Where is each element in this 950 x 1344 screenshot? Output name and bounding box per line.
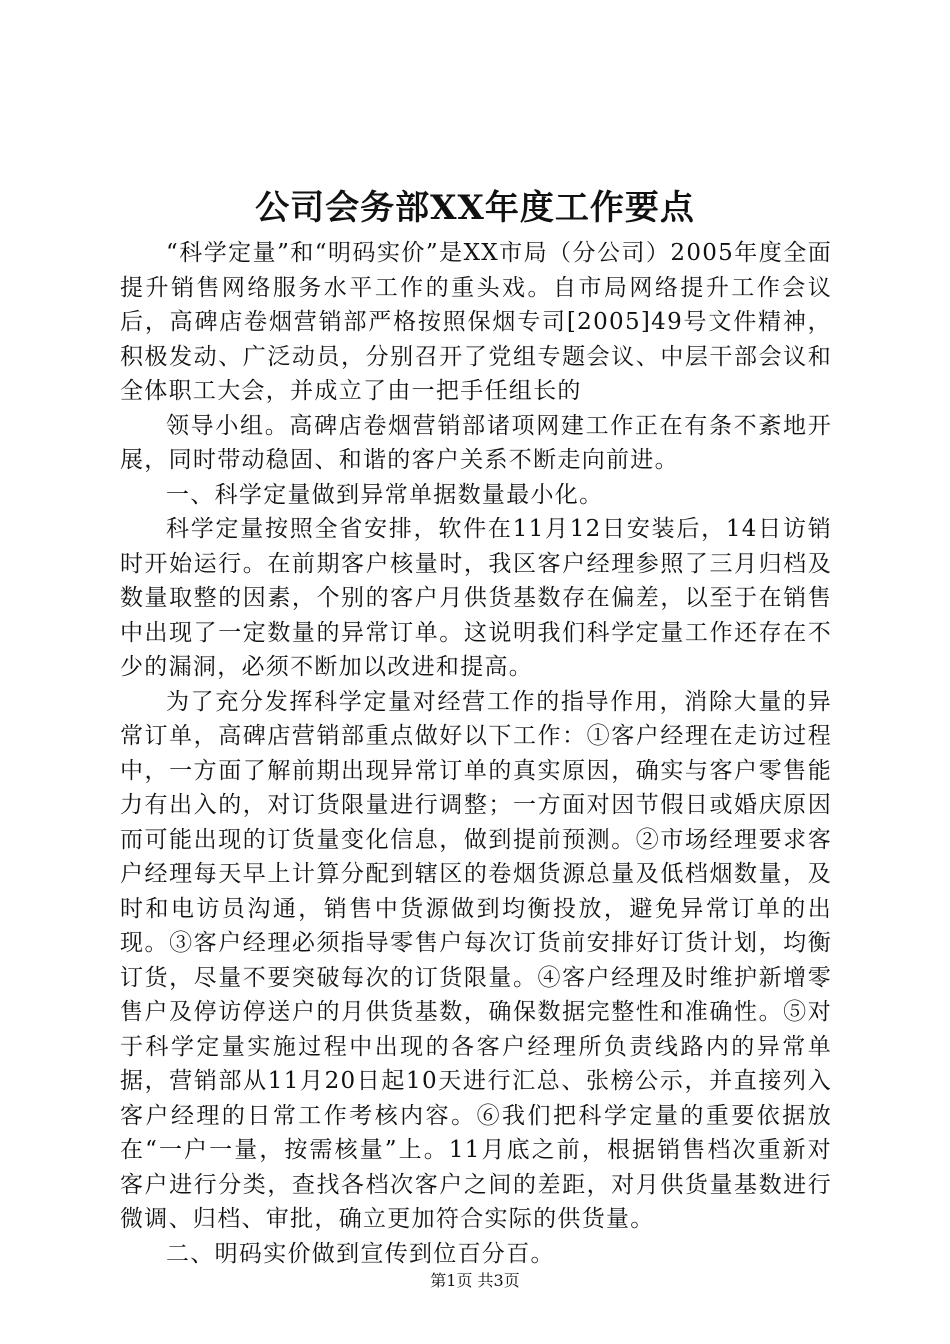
paragraph-intro: “科学定量”和“明码实价”是XX市局（分公司）2005年度全面提升销售网络服务水平工作的重头戏。自市局网络提升工作会议后，高碑店卷烟营销部严格按照保烟专司[2005]49号文件精神，积极发动、广泛动员，分别召开了党组专题会议、中层干部会议和全体职工大会，并成立了由一把手任组长的	[120, 240, 832, 404]
section-heading-2: 二、明码实价做到宣传到位百分百。	[166, 1240, 555, 1267]
page-footer: 第1页 共3页	[430, 1271, 520, 1290]
document-body	[120, 236, 832, 1271]
document-title: 公司会务部XX年度工作要点	[255, 188, 695, 228]
section-heading-1: 一、科学定量做到异常单据数量最小化。	[166, 481, 604, 508]
paragraph-scientific-quota: 科学定量按照全省安排，软件在11月12日安装后，14日访销时开始运行。在前期客户核量时，我区客户经理参照了三月归档及数量取整的因素，个别的客户月供货基数存在偏差，以至于在销售中出现了一定数量的异常订单。这说明我们科学定量工作还存在不少的漏洞，必须不断加以改进和提高。	[120, 516, 832, 680]
paragraph-leading-group: 领导小组。高碑店卷烟营销部诸项网建工作正在有条不紊地开展，同时带动稳固、和谐的客户关系不断走向前进。	[120, 412, 832, 473]
paragraph-measures: 为了充分发挥科学定量对经营工作的指导作用，消除大量的异常订单，高碑店营销部重点做好以下工作：①客户经理在走访过程中，一方面了解前期出现异常订单的真实原因，确实与客户零售能力有出入的，对订货限量进行调整；一方面对因节假日或婚庆原因而可能出现的订货量变化信息，做到提前预测。②市场经理要求客户经理每天早上计算分配到辖区的卷烟货源总量及低档烟数量，及时和电访员沟通，销售中货源做到均衡投放，避免异常订单的出现。③客户经理必须指导零售户每次订货前安排好订货计划，均衡订货，尽量不要突破每次的订货限量。④客户经理及时维护新增零售户及停访停送户的月供货基数，确保数据完整性和准确性。⑤对于科学定量实施过程中出现的各客户经理所负责线路内的异常单据，营销部从11月20日起10天进行汇总、张榜公示，并直接列入客户经理的日常工作考核内容。⑥我们把科学定量的重要依据放在“一户一量，按需核量”上。11月底之前，根据销售档次重新对客户进行分类，查找各档次客户之间的差距，对月供货量基数进行微调、归档、审批，确立更加符合实际的供货量。	[120, 688, 832, 1232]
